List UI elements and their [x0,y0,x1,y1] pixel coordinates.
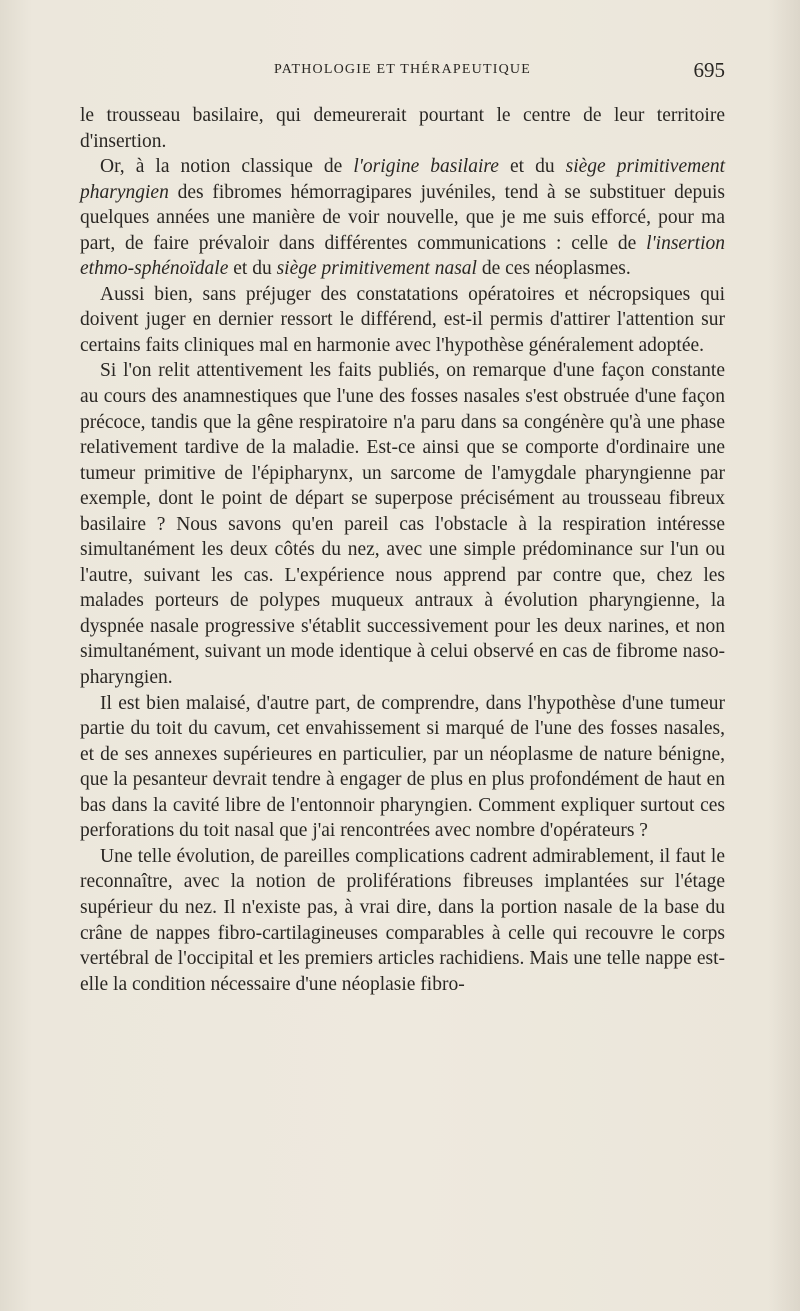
emphasis-origine-basilaire: l'origine basilaire [353,156,499,178]
paragraph-aussi-bien: Aussi bien, sans préjuger des constatations opératoires et nécropsiques qui doivent juger en dernier ressort le différend, est-il permis d'attirer l'attention sur certains faits cliniques mal en harmonie avec l'hypothèse généralement adoptée. [80,283,725,356]
text-run: des fibromes hémorragipares juvéniles, tend à se substituer depuis quelques années une manière de voir nouvelle, que je me suis efforcé, pour ma part, de faire prévaloir dans différentes communications : celle de [80,181,725,254]
page-number: 695 [693,58,725,82]
emphasis-insertion-ethmo-sphenoidale: l'insertion ethmo-sphénoïdale [80,232,725,280]
emphasis-siege-nasal: siège primitivement nasal [276,258,477,280]
text-run: Or, à la notion classique de [100,156,354,178]
body-text [80,103,725,997]
paragraph-une-telle-evolution: Une telle évolution, de pareilles complications cadrent admirablement, il faut le reconnaître, avec la notion de proliférations fibreuses implantées sur l'étage supérieur du nez. Il n'existe pas, à vrai dire, dans la portion nasale de la base du crâne de nappes fibro-cartilagineuses comparables à celle qui recouvre le corps vertébral de l'occipital et les premiers articles rachidiens. Mais une telle nappe est-elle la condition nécessaire d'une néoplasie fibro- [80,845,725,995]
paragraph-il-est-bien-malaise: Il est bien malaisé, d'autre part, de comprendre, dans l'hypothèse d'une tumeur partie du toit du cavum, cet envahissement si marqué de l'une des fosses nasales, et de ses annexes supérieures en particulier, par un néoplasme de nature bénigne, que la pesanteur devrait tendre à engager de plus en plus profondément de haut en bas dans la cavité libre de l'entonnoir pharyngien. Comment expliquer surtout ces perforations du toit nasal que j'ai rencontrées avec nombre d'opérateurs ? [80,692,725,842]
text-run: de ces néoplasmes. [476,258,631,280]
paragraph-continuation: le trousseau basilaire, qui demeurerait pourtant le centre de leur territoire d'insertion. [80,105,725,152]
running-head: PATHOLOGIE ET THÉRAPEUTIQUE [274,62,531,77]
emphasis-siege-pharyngien: siège primitivement pharyngien [80,156,726,203]
paragraph-origin-basilaire [80,154,725,282]
text-run: et du [498,156,566,178]
text-run: et du [228,258,277,280]
page-header [80,60,725,84]
paragraph-si-lon-relit: Si l'on relit attentivement les faits publiés, on remarque d'une façon constante au cours des anamnestiques que l'une des fosses nasales s'est obstruée d'une façon précoce, tandis que la gêne respiratoire n'a paru dans sa congénère qu'à une phase relativement tardive de la maladie. Est-ce ainsi que se comporte d'ordinaire une tumeur primitive de l'épipharynx, un sarcome de l'amygdale pharyngienne par exemple, dont le point de départ se superpose précisément au trousseau fibreux basilaire ? Nous savons qu'en pareil cas l'obstacle à la respiration intéresse simultanément les deux côtés du nez, avec une simple prédominance sur l'un ou l'autre, suivant les cas. L'expérience nous apprend par contre que, chez les malades porteurs de polypes muqueux antraux à évolution pharyngienne, la dyspnée nasale progressive s'établit successivement pour les deux narines, et non simultanément, suivant un mode identique à celui observé en cas de fibrome naso-pharyngien. [80,360,725,689]
